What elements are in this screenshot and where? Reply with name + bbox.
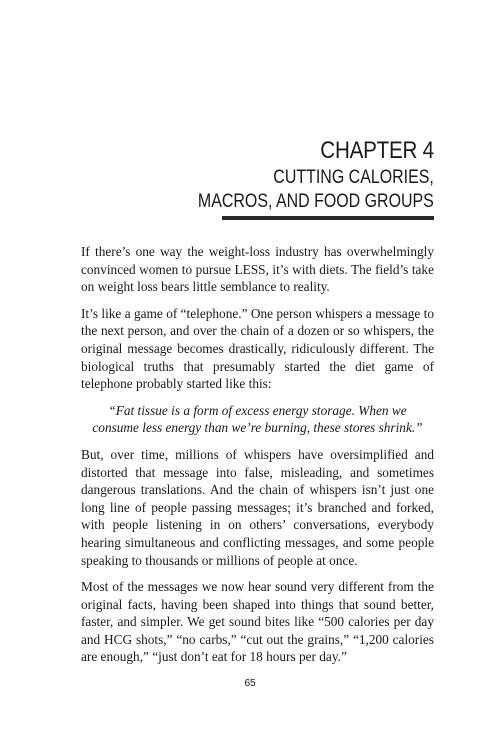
- paragraph-2: It’s like a game of “telephone.” One person whispers a message to the next person, and over the chain of a dozen or so whispers, the original message becomes drastically, ridiculously different. The biological truths that presumably started the diet game of telephone probably started like this:: [81, 305, 434, 392]
- paragraph-1: If there’s one way the weight-loss industry has overwhelmingly convinced women to pursue LESS, it’s with diets. The field’s take on weight loss bears little semblance to reality.: [81, 244, 434, 295]
- chapter-title-line-1: CUTTING CALORIES,: [273, 167, 434, 188]
- body-text: [81, 243, 434, 675]
- paragraph-3: But, over time, millions of whispers have oversimplified and distorted that message into false, misleading, and sometimes dangerous translations. And the chain of whispers isn’t just one long line of people passing messages; it’s branched and forked, with people listening in on others’ conversations, everybody hearing simultaneous and conflicting messages, and some people speaking to thousands or millions of people at once.: [81, 446, 434, 568]
- page-number: 65: [244, 678, 256, 689]
- chapter-number: CHAPTER 4: [320, 137, 434, 164]
- chapter-title-rule: [222, 216, 434, 220]
- chapter-title-line-2: MACROS, AND FOOD GROUPS: [198, 191, 434, 212]
- chapter-heading: [153, 136, 434, 214]
- block-quote: “Fat tissue is a form of excess energy storage. When we consume less energy than we’re burning, these stores shrink.”: [92, 402, 423, 436]
- paragraph-4: Most of the messages we now hear sound very different from the original facts, having been shaped into things that sound better, faster, and simpler. We get sound bites like “500 calories per day and HCG shots,” “no carbs,” “cut out the grains,” “1,200 calories are enough,” “just don’t eat for 18 hours per day.”: [81, 579, 434, 665]
